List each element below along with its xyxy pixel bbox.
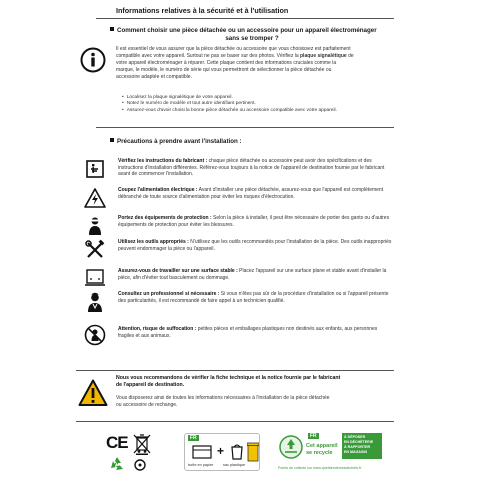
precaution-item: Consultez un professionnel si nécessaire : Si vous n'êtes pas sûr de la procédure d'installation ou si l'appareil présente des particularités, il est recommandé de faire appel à un technicien qualifié. xyxy=(84,291,394,315)
list-item: • Localisez la plaque signalétique de votre appareil. xyxy=(122,95,392,101)
triman-block xyxy=(184,433,260,471)
recycle-person-icon xyxy=(278,433,304,461)
list-item: • Assurez-vous d'avoir choisi la bonne pièce détachée ou accessoire compatible avec votre appareil. xyxy=(122,108,392,114)
precaution-item: Assurez-vous de travailler sur une surface stable : Placez l'appareil sur une surface plane et stable avant d'installer la pièce, afin d'éviter tout basculement ou dommage. xyxy=(84,266,394,290)
plus-sign: + xyxy=(217,444,225,458)
precaution-item: Attention, risque de suffocation : petites pièces et emballages plastiques non destinés aux enfants, aux personnes fragiles et aux animaux. xyxy=(84,324,394,348)
tools-icon xyxy=(84,239,106,261)
precaution-item: Vérifiez les instructions du fabricant : chaque pièce détachée ou accessoire peut avoir des spécifications et des instructions d'installation différentes. Référez-vous toujours à la notice de l'appareil de destination fournie par le fabricant avant de commencer l'installation. xyxy=(84,158,394,182)
section-title-choose: Comment choisir une pièce détachée ou un accessoire pour un appareil électroménager xyxy=(110,27,394,35)
weee-bin-icon xyxy=(132,433,152,455)
square-bullet-icon xyxy=(110,138,114,142)
divider xyxy=(96,18,394,19)
section1-paragraph: Il est essentiel de vous assurer que la pièce détachée ou accessoire que vous choisissez est parfaitement compatible avec votre appareil. Surtout ne pas se baser sur des photos. Vérifiez la plaque signalétique de votre appareil électroménager à réparer. Cette plaque contient des informations cruciales comme la marque, le modèle, le numéro de série qui vous permettront de sélectionner la pièce détachée ou accessoire adaptée et compatible. xyxy=(116,46,354,80)
precaution-item: Utilisez les outils appropriés : N'utilisez que les outils recommandés pour l'installation de la pièce. Des outils inappropriés peuvent endommager la pièce ou l'appareil. xyxy=(84,239,394,263)
paper-box-icon xyxy=(191,444,213,460)
section-title-precautions: Précautions à prendre avant l'installation : xyxy=(110,138,394,146)
warning-triangle-icon xyxy=(78,379,108,407)
warning-title: Nous vous recommandons de vérifier la fiche technique et la notice fournie par le fabricant de l'appareil de destination. xyxy=(116,375,341,388)
deee-fr-label: FR xyxy=(310,433,317,439)
triman-label-paper: boîte en papier xyxy=(188,463,214,467)
ce-mark: CE xyxy=(106,433,128,452)
deee-text: Cet appareil se recycle xyxy=(306,443,338,456)
triman-label-plastic: sac plastique xyxy=(223,463,246,467)
precaution-item: Coupez l'alimentation électrique : Avant d'installer une pièce détachée, assurez-vous que l'appareil est complètement débranché de toute source d'alimentation pour éviter les risques d'électrocution. xyxy=(84,187,394,211)
deee-badge: À DÉPOSER EN DÉCHÈTERIE À RAPPORTER EN MAGASIN xyxy=(342,433,382,459)
info-icon xyxy=(80,47,106,73)
dot-circle-icon xyxy=(134,459,146,471)
deee-block xyxy=(278,433,382,475)
divider xyxy=(96,127,394,128)
manual-book-icon xyxy=(84,158,106,180)
plastic-bag-icon xyxy=(229,443,245,461)
page-title: Informations relatives à la sécurité et à l'utilisation xyxy=(116,6,289,15)
precaution-item: Portez des équipements de protection : Selon la pièce à installer, il peut être nécessaire de porter des gants ou d'autres équipements de protection pour éviter les blessures. xyxy=(84,215,394,239)
recycle-icon xyxy=(108,455,126,473)
square-bullet-icon xyxy=(110,27,114,31)
deee-footer: Points de collecte sur www.quefairedemesdechets.fr xyxy=(278,466,362,470)
warning-text: Vous disposerez ainsi de toutes les informations nécessaires à l'installation de la pièce détachée ou accessoire de rechange. xyxy=(116,395,330,408)
no-children-icon xyxy=(84,324,106,346)
recycling-logos xyxy=(104,433,384,475)
section1-bullets xyxy=(122,95,392,114)
professional-icon xyxy=(84,291,106,313)
list-item: • Notez le numéro de modèle et tout autre identifiant pertinent. xyxy=(122,101,392,107)
yellow-bin-icon xyxy=(247,442,259,462)
triman-fr-label: FR xyxy=(190,435,197,441)
warning-box xyxy=(76,370,394,422)
stable-surface-icon xyxy=(84,266,106,288)
electric-hazard-icon xyxy=(84,187,106,209)
section-title-choose-line2: sans se tromper ? xyxy=(225,35,279,42)
protective-gear-icon xyxy=(84,215,106,237)
